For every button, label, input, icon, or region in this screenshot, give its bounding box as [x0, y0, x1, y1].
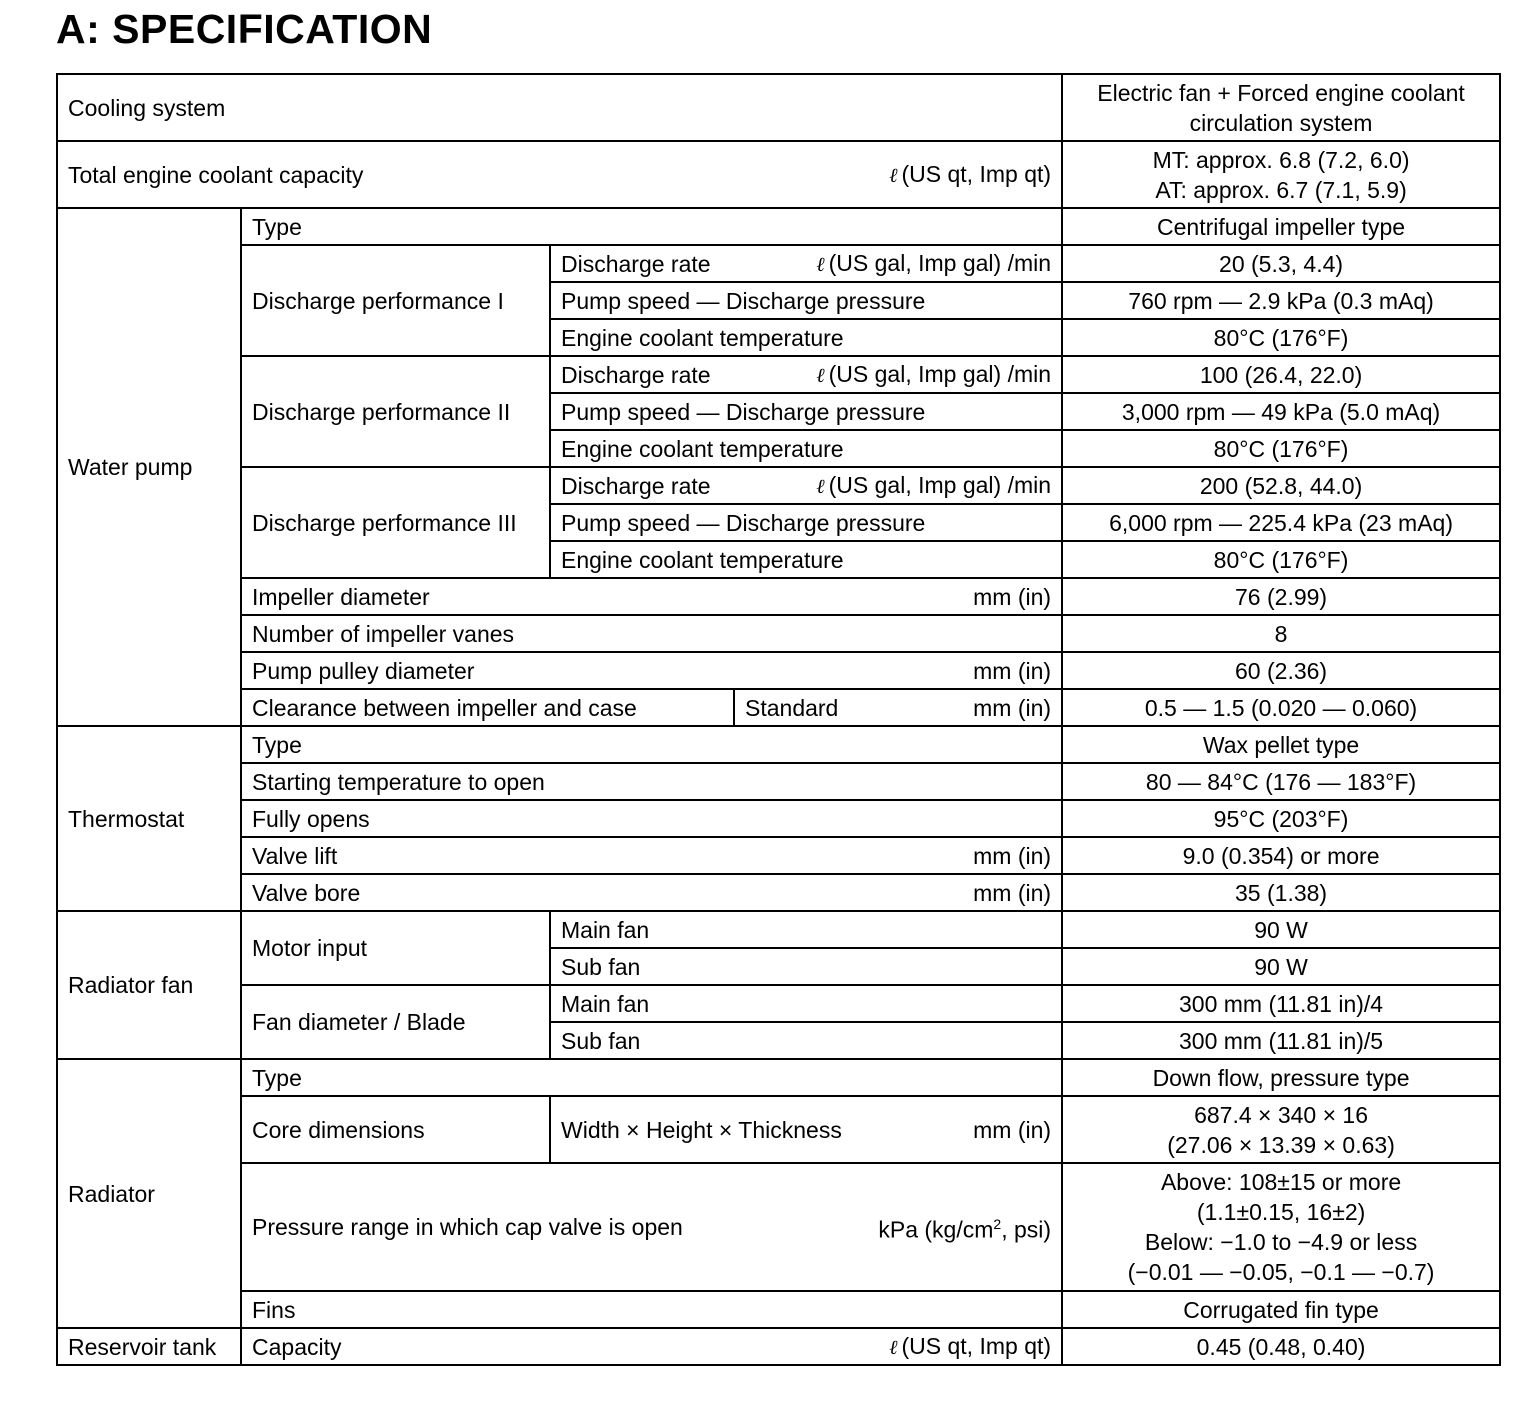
perf1-label: Discharge performance I — [241, 245, 550, 356]
clearance-label: Clearance between impeller and case — [241, 689, 734, 726]
clearance-value: 0.5 — 1.5 (0.020 — 0.060) — [1062, 689, 1500, 726]
table-row — [57, 911, 1500, 948]
impeller-vanes-label: Number of impeller vanes — [241, 615, 1062, 652]
table-row — [57, 615, 1500, 652]
unit-text: kPa (kg/cm — [878, 1216, 994, 1243]
valve-bore-unit: mm (in) — [973, 879, 1052, 906]
perf3-rate-value: 200 (52.8, 44.0) — [1062, 467, 1500, 504]
perf3-speed-label: Pump speed — Discharge pressure — [550, 504, 1062, 541]
core-value-in: (27.06 × 13.39 × 0.63) — [1167, 1131, 1395, 1158]
thermostat-label: Thermostat — [57, 726, 241, 911]
unit-text: , psi) — [1001, 1216, 1052, 1243]
perf1-temp-value: 80°C (176°F) — [1062, 319, 1500, 356]
core-dimensions-value — [1062, 1096, 1500, 1163]
pump-type-value: Centrifugal impeller type — [1062, 208, 1500, 245]
pump-type-label: Type — [241, 208, 1062, 245]
pressure-range-cell — [241, 1163, 1062, 1291]
thermostat-type-label: Type — [241, 726, 1062, 763]
thermostat-full-value: 95°C (203°F) — [1062, 800, 1500, 837]
motor-sub-fan-value: 90 W — [1062, 948, 1500, 985]
perf2-rate-cell — [550, 356, 1062, 393]
reservoir-capacity-label: Capacity — [252, 1333, 342, 1360]
table-row — [57, 1163, 1500, 1291]
valve-lift-unit: mm (in) — [973, 842, 1052, 869]
reservoir-capacity-cell — [241, 1328, 1062, 1365]
water-pump-label: Water pump — [57, 208, 241, 726]
specification-table — [56, 73, 1501, 1366]
radiator-label: Radiator — [57, 1059, 241, 1328]
perf3-speed-value: 6,000 rpm — 225.4 kPa (23 mAq) — [1062, 504, 1500, 541]
table-row — [57, 800, 1500, 837]
pressure-above: Above: 108±15 or more — [1160, 1169, 1402, 1195]
impeller-diameter-cell — [241, 578, 1062, 615]
liter-symbol: ℓ — [889, 163, 898, 187]
pulley-diameter-unit: mm (in) — [973, 657, 1052, 684]
perf2-speed-label: Pump speed — Discharge pressure — [550, 393, 1062, 430]
pressure-above-units: (1.1±0.15, 16±2) — [1196, 1199, 1366, 1225]
pressure-range-label: Pressure range in which cap valve is open — [252, 1214, 683, 1240]
liter-symbol: ℓ — [816, 252, 825, 276]
pressure-below-units: (−0.01 — −0.05, −0.1 — −0.7) — [1127, 1259, 1435, 1285]
perf1-temp-label: Engine coolant temperature — [550, 319, 1062, 356]
motor-sub-fan-label: Sub fan — [550, 948, 1062, 985]
core-dimensions-sub-cell — [550, 1096, 1062, 1163]
cooling-system-value: Electric fan + Forced engine coolant circulation system — [1062, 74, 1500, 141]
table-row — [57, 141, 1500, 208]
capacity-mt: MT: approx. 6.8 (7.2, 6.0) — [1152, 146, 1410, 173]
coolant-capacity-label: Total engine coolant capacity — [68, 161, 364, 188]
perf2-temp-label: Engine coolant temperature — [550, 430, 1062, 467]
diameter-main-fan-value: 300 mm (11.81 in)/4 — [1062, 985, 1500, 1022]
pulley-diameter-label: Pump pulley diameter — [252, 657, 475, 684]
table-row — [57, 837, 1500, 874]
perf2-rate-label: Discharge rate — [561, 361, 711, 388]
fan-diameter-label: Fan diameter / Blade — [241, 985, 550, 1059]
table-row — [57, 1059, 1500, 1096]
motor-input-label: Motor input — [241, 911, 550, 985]
fins-label: Fins — [241, 1291, 1062, 1328]
table-row — [57, 985, 1500, 1022]
liter-symbol: ℓ — [889, 1335, 898, 1359]
perf3-temp-label: Engine coolant temperature — [550, 541, 1062, 578]
cooling-system-label: Cooling system — [57, 74, 1062, 141]
valve-bore-cell — [241, 874, 1062, 911]
perf3-rate-label: Discharge rate — [561, 472, 711, 499]
perf2-rate-unit — [816, 359, 1051, 390]
table-row — [57, 652, 1500, 689]
perf1-rate-cell — [550, 245, 1062, 282]
radiator-type-value: Down flow, pressure type — [1062, 1059, 1500, 1096]
table-row — [57, 356, 1500, 393]
coolant-capacity-unit — [889, 159, 1051, 190]
perf3-rate-unit — [816, 470, 1051, 501]
valve-bore-label: Valve bore — [252, 879, 361, 906]
perf1-rate-value: 20 (5.3, 4.4) — [1062, 245, 1500, 282]
motor-main-fan-value: 90 W — [1062, 911, 1500, 948]
clearance-sub: Standard — [745, 694, 839, 721]
perf1-rate-label: Discharge rate — [561, 250, 711, 277]
unit-text: (US gal, Imp gal) /min — [828, 361, 1052, 387]
perf2-label: Discharge performance II — [241, 356, 550, 467]
thermostat-start-value: 80 — 84°C (176 — 183°F) — [1062, 763, 1500, 800]
table-row — [57, 467, 1500, 504]
liter-symbol: ℓ — [816, 363, 825, 387]
diameter-sub-fan-label: Sub fan — [550, 1022, 1062, 1059]
thermostat-full-label: Fully opens — [241, 800, 1062, 837]
perf1-rate-unit — [816, 248, 1051, 279]
table-row — [57, 1328, 1500, 1365]
valve-bore-value: 35 (1.38) — [1062, 874, 1500, 911]
clearance-unit: mm (in) — [973, 694, 1052, 721]
pulley-diameter-cell — [241, 652, 1062, 689]
reservoir-tank-label: Reservoir tank — [57, 1328, 241, 1365]
table-row — [57, 763, 1500, 800]
table-row — [57, 245, 1500, 282]
capacity-at: AT: approx. 6.7 (7.1, 5.9) — [1155, 176, 1407, 203]
table-row — [57, 578, 1500, 615]
pulley-diameter-value: 60 (2.36) — [1062, 652, 1500, 689]
fins-value: Corrugated fin type — [1062, 1291, 1500, 1328]
unit-text: (US gal, Imp gal) /min — [828, 250, 1052, 276]
thermostat-start-label: Starting temperature to open — [241, 763, 1062, 800]
table-row — [57, 1291, 1500, 1328]
pressure-range-value — [1062, 1163, 1500, 1291]
valve-lift-value: 9.0 (0.354) or more — [1062, 837, 1500, 874]
impeller-diameter-label: Impeller diameter — [252, 583, 430, 610]
unit-superscript: 2 — [993, 1216, 1002, 1233]
table-row — [57, 1096, 1500, 1163]
pressure-range-unit — [878, 1209, 1051, 1245]
perf3-rate-cell — [550, 467, 1062, 504]
table-row — [57, 74, 1500, 141]
reservoir-capacity-value: 0.45 (0.48, 0.40) — [1062, 1328, 1500, 1365]
radiator-fan-label: Radiator fan — [57, 911, 241, 1059]
unit-text: (US qt, Imp qt) — [901, 161, 1052, 187]
perf3-temp-value: 80°C (176°F) — [1062, 541, 1500, 578]
thermostat-type-value: Wax pellet type — [1062, 726, 1500, 763]
coolant-capacity-value — [1062, 141, 1500, 208]
motor-main-fan-label: Main fan — [550, 911, 1062, 948]
impeller-vanes-value: 8 — [1062, 615, 1500, 652]
radiator-type-label: Type — [241, 1059, 1062, 1096]
valve-lift-cell — [241, 837, 1062, 874]
core-dimensions-unit: mm (in) — [973, 1116, 1052, 1143]
unit-text: (US gal, Imp gal) /min — [828, 472, 1052, 498]
table-row — [57, 726, 1500, 763]
perf3-label: Discharge performance III — [241, 467, 550, 578]
table-row — [57, 689, 1500, 726]
perf2-speed-value: 3,000 rpm — 49 kPa (5.0 mAq) — [1062, 393, 1500, 430]
perf1-speed-value: 760 rpm — 2.9 kPa (0.3 mAq) — [1062, 282, 1500, 319]
table-row — [57, 208, 1500, 245]
core-dimensions-label: Core dimensions — [241, 1096, 550, 1163]
pressure-below: Below: −1.0 to −4.9 or less — [1144, 1229, 1418, 1255]
core-value-mm: 687.4 × 340 × 16 — [1194, 1101, 1369, 1128]
valve-lift-label: Valve lift — [252, 842, 338, 869]
coolant-capacity-cell — [57, 141, 1062, 208]
unit-text: (US qt, Imp qt) — [901, 1333, 1052, 1359]
clearance-sub-cell — [734, 689, 1062, 726]
impeller-diameter-value: 76 (2.99) — [1062, 578, 1500, 615]
reservoir-capacity-unit — [889, 1331, 1051, 1362]
page-title: A: SPECIFICATION — [56, 6, 433, 52]
perf2-temp-value: 80°C (176°F) — [1062, 430, 1500, 467]
impeller-diameter-unit: mm (in) — [973, 583, 1052, 610]
perf2-rate-value: 100 (26.4, 22.0) — [1062, 356, 1500, 393]
diameter-sub-fan-value: 300 mm (11.81 in)/5 — [1062, 1022, 1500, 1059]
core-dimensions-sub: Width × Height × Thickness — [561, 1116, 842, 1143]
table-row — [57, 874, 1500, 911]
diameter-main-fan-label: Main fan — [550, 985, 1062, 1022]
liter-symbol: ℓ — [816, 474, 825, 498]
perf1-speed-label: Pump speed — Discharge pressure — [550, 282, 1062, 319]
